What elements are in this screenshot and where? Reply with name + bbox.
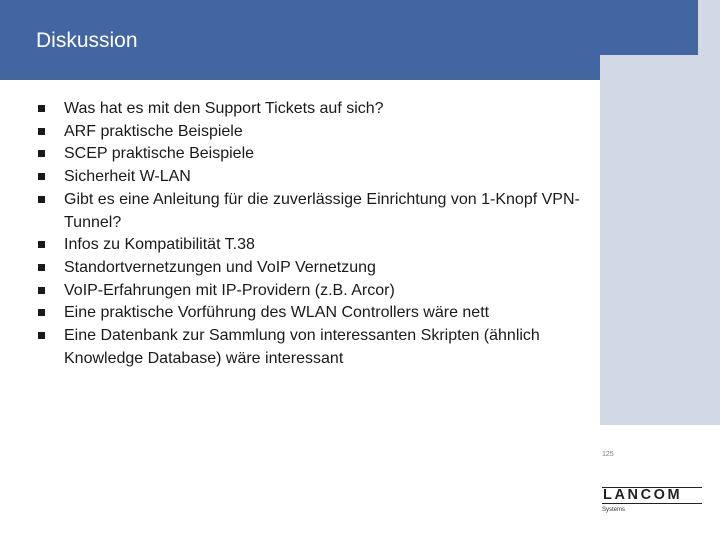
slide-title: Diskussion [36, 29, 138, 52]
bullet-list [38, 98, 598, 370]
title-bar [0, 0, 698, 80]
bullet-item [38, 302, 598, 325]
square-bullet-icon [38, 196, 45, 203]
bullet-item [38, 189, 598, 234]
bullet-item [38, 280, 598, 303]
bullet-item [38, 325, 598, 370]
side-panel [600, 80, 720, 425]
square-bullet-icon [38, 309, 45, 316]
bullet-text: Infos zu Kompatibilität T.38 [64, 236, 255, 254]
bullet-text: Eine praktische Vorführung des WLAN Controllers wäre nett [64, 304, 490, 322]
bullet-item [38, 143, 598, 166]
header-accent-strip [698, 0, 720, 55]
bullet-item [38, 166, 598, 189]
bullet-text: ARF praktische Beispiele [64, 122, 243, 140]
bullet-item [38, 98, 598, 121]
lancom-logo [602, 487, 702, 513]
bullet-item [38, 234, 598, 257]
bullet-item [38, 257, 598, 280]
logo-wordmark: LANCOM [602, 487, 702, 504]
page-number: 125 [602, 451, 614, 458]
square-bullet-icon [38, 241, 45, 248]
square-bullet-icon [38, 150, 45, 157]
square-bullet-icon [38, 173, 45, 180]
square-bullet-icon [38, 332, 45, 339]
square-bullet-icon [38, 105, 45, 112]
side-panel-top [600, 55, 720, 80]
bullet-text: Eine Datenbank zur Sammlung von interessanten Skripten (ähnlich Knowledge Database) wäre interessant [64, 327, 540, 367]
bullet-text: VoIP-Erfahrungen mit IP-Providern (z.B. Arcor) [64, 281, 395, 299]
bullet-text: Gibt es eine Anleitung für die zuverlässige Einrichtung von 1-Knopf VPN-Tunnel? [64, 190, 580, 231]
square-bullet-icon [38, 128, 45, 135]
bullet-item [38, 121, 598, 144]
square-bullet-icon [38, 264, 45, 271]
square-bullet-icon [38, 287, 45, 294]
bullet-text: SCEP praktische Beispiele [64, 145, 255, 163]
bullet-text: Standortvernetzungen und VoIP Vernetzung [64, 258, 376, 276]
bullet-text: Sicherheit W-LAN [64, 168, 191, 186]
logo-subtitle: Systems [602, 507, 626, 513]
bullet-text: Was hat es mit den Support Tickets auf sich? [64, 100, 384, 117]
